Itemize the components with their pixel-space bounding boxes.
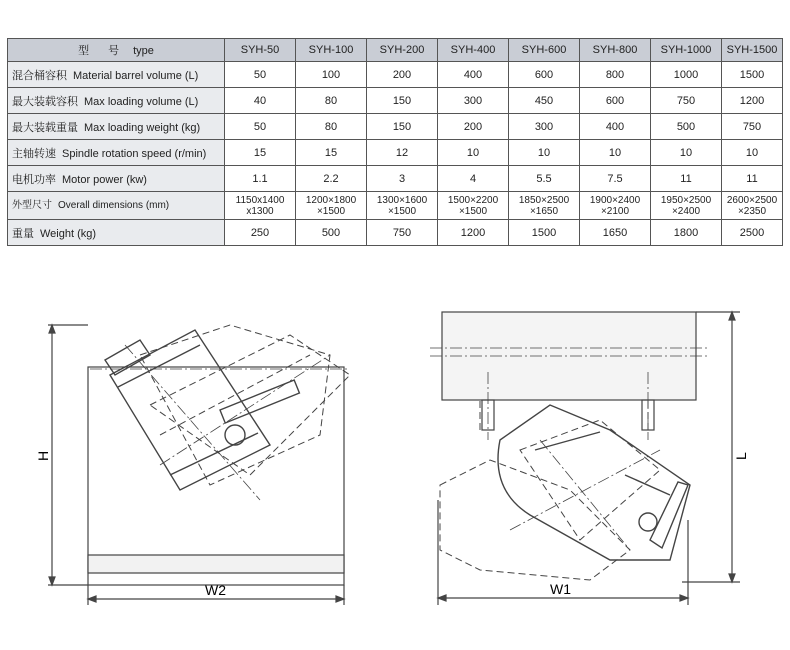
table-cell: 15 (225, 140, 296, 166)
table-row (8, 166, 783, 192)
table-cell: 300 (438, 88, 509, 114)
dim-w2-label: W2 (205, 582, 226, 598)
left-drawing (30, 315, 360, 615)
table-cell: 1300×1600 ×1500 (367, 192, 438, 220)
table-cell: 3 (367, 166, 438, 192)
spec-table (7, 38, 783, 246)
pivot-circle (639, 513, 657, 531)
pivot-circle (225, 425, 245, 445)
model-header: SYH-1000 (651, 39, 722, 62)
model-header: SYH-800 (580, 39, 651, 62)
frame-outline (88, 367, 344, 585)
table-cell: 2500 (722, 220, 783, 246)
table-cell: 400 (580, 114, 651, 140)
table-cell: 50 (225, 114, 296, 140)
table-row (8, 88, 783, 114)
row-label: 电机功率 Motor power (kw) (8, 166, 225, 192)
dim-w1-label: W1 (550, 581, 571, 597)
table-row (8, 192, 783, 220)
table-cell: 1200 (722, 88, 783, 114)
table-cell: 11 (651, 166, 722, 192)
row-label: 主轴转速 Spindle rotation speed (r/min) (8, 140, 225, 166)
table-cell: 200 (367, 62, 438, 88)
row-label: 最大装载容积 Max loading volume (L) (8, 88, 225, 114)
header-row (8, 39, 783, 62)
table-cell: 1200×1800 ×1500 (296, 192, 367, 220)
table-cell: 250 (225, 220, 296, 246)
table-row (8, 62, 783, 88)
barrel-ghost (440, 460, 630, 580)
table-cell: 450 (509, 88, 580, 114)
table-cell: 600 (580, 88, 651, 114)
table-cell: 200 (438, 114, 509, 140)
table-cell: 15 (296, 140, 367, 166)
table-cell: 11 (722, 166, 783, 192)
barrel-ghost (140, 325, 330, 485)
model-header: SYH-600 (509, 39, 580, 62)
barrel-solid (498, 405, 690, 560)
table-cell: 1650 (580, 220, 651, 246)
table-cell: 1800 (651, 220, 722, 246)
table-cell: 400 (438, 62, 509, 88)
table-cell: 750 (722, 114, 783, 140)
table-cell: 4 (438, 166, 509, 192)
table-cell: 50 (225, 62, 296, 88)
table-cell: 1950×2500 ×2400 (651, 192, 722, 220)
model-header: SYH-50 (225, 39, 296, 62)
header-label: 型 号 type (8, 39, 225, 62)
table-cell: 5.5 (509, 166, 580, 192)
dim-h-label: H (35, 450, 51, 461)
model-header: SYH-1500 (722, 39, 783, 62)
table-cell: 2.2 (296, 166, 367, 192)
model-header: SYH-100 (296, 39, 367, 62)
table-cell: 1200 (438, 220, 509, 246)
table-cell: 500 (651, 114, 722, 140)
row-label: 最大装载重量 Max loading weight (kg) (8, 114, 225, 140)
table-cell: 12 (367, 140, 438, 166)
table-cell: 300 (509, 114, 580, 140)
table-cell: 1850×2500 ×1650 (509, 192, 580, 220)
table-cell: 40 (225, 88, 296, 114)
table-cell: 100 (296, 62, 367, 88)
table-cell: 1500×2200 ×1500 (438, 192, 509, 220)
table-cell: 1000 (651, 62, 722, 88)
table-cell: 1.1 (225, 166, 296, 192)
table-cell: 80 (296, 114, 367, 140)
table-row (8, 114, 783, 140)
table-cell: 1150x1400 x1300 (225, 192, 296, 220)
table-cell: 1500 (509, 220, 580, 246)
model-header: SYH-200 (367, 39, 438, 62)
table-cell: 800 (580, 62, 651, 88)
table-cell: 750 (651, 88, 722, 114)
table-cell: 10 (580, 140, 651, 166)
table-cell: 2600×2500 ×2350 (722, 192, 783, 220)
table-cell: 600 (509, 62, 580, 88)
table-cell: 10 (509, 140, 580, 166)
row-label: 外型尺寸 Overall dimensions (mm) (8, 192, 225, 220)
table-cell: 500 (296, 220, 367, 246)
right-drawing (420, 300, 770, 615)
table-cell: 10 (651, 140, 722, 166)
row-label: 混合桶容积 Material barrel volume (L) (8, 62, 225, 88)
table-cell: 80 (296, 88, 367, 114)
table-cell: 10 (438, 140, 509, 166)
table-cell: 7.5 (580, 166, 651, 192)
table-cell: 1500 (722, 62, 783, 88)
table-cell: 150 (367, 114, 438, 140)
table-cell: 10 (722, 140, 783, 166)
table-cell: 1900×2400 ×2100 (580, 192, 651, 220)
table-cell: 150 (367, 88, 438, 114)
frame-base (88, 555, 344, 573)
table-cell: 750 (367, 220, 438, 246)
table-row (8, 220, 783, 246)
model-header: SYH-400 (438, 39, 509, 62)
table-row (8, 140, 783, 166)
row-label: 重量 Weight (kg) (8, 220, 225, 246)
dim-l-label: L (733, 452, 749, 460)
